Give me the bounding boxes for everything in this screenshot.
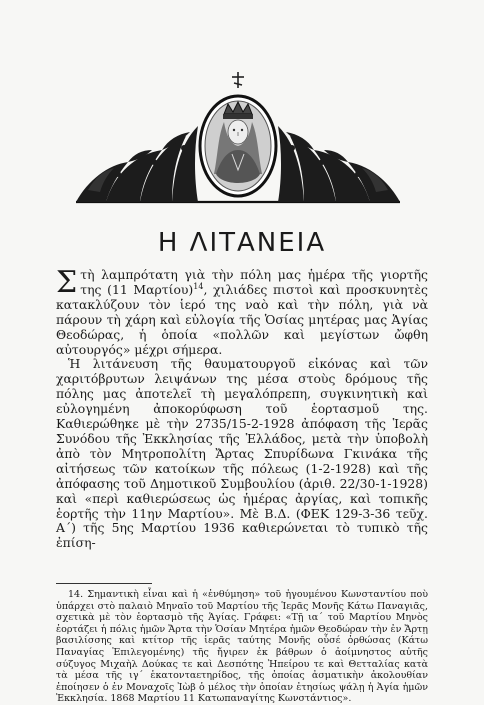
page-title: Η ΛΙΤΑΝΕΙΑ bbox=[157, 228, 327, 258]
foliage-right-icon bbox=[278, 126, 400, 202]
ornament-header-icon bbox=[58, 70, 418, 210]
saint-portrait-icon bbox=[200, 96, 276, 196]
footnote-reference: 14 bbox=[193, 281, 204, 291]
footnote-divider bbox=[56, 583, 152, 584]
paragraph-2: Ἡ λιτάνευση τῆς θαυματουργοῦ εἰκόνας καὶ τῶν χαριτόβρυτων λειψάνων της μέσα στοὺς δρόμους τῆς πόλης μας ἀποτελεῖ τὴ μεγαλόπρεπη, συγκινητικὴ καὶ εὐλογημένη ἀποκορύφωση τοῦ ἑορτασμοῦ της. Καθιερώθηκε μὲ τὴν 2735/15-2-1928 ἀπόφαση τῆς Ἱερᾶς Συνόδου τῆς Ἐκκλησίας τῆς Ἑλλάδος, μετὰ τὴν ὑποβολὴ ἀπὸ τὸν Μητροπολίτη Ἄρτας Σπυρίδωνα Γκινάκα τῆς αἰτήσεως τῶν κατοίκων τῆς πόλεως (1-2-1928) καὶ τῆς ἀπόφασης τοῦ Δημοτικοῦ Συμβουλίου (ἀριθ. 22/30-1-1928) καὶ «περὶ καθιερώσεως ὡς ἡμέρας ἀργίας, καὶ τοπικῆς ἑορτῆς τὴν 11ην Μαρτίου». Μὲ Β.Δ. (ΦΕΚ 129-3-36 τεῦχ. Α΄) τῆς 5ης Μαρτίου 1936 καθιερώνεται τὸ τυπικὸ τῆς ἐπίση- bbox=[56, 356, 428, 551]
main-text bbox=[56, 265, 428, 551]
paragraph-1-text: τὴ λαμπρότατη γιὰ τὴν πόλη μας ἡμέρα τῆς γιορτῆς της (11 Μαρτίου) bbox=[80, 267, 428, 297]
cross-icon bbox=[232, 72, 244, 88]
paragraph-1 bbox=[56, 265, 428, 357]
footnote-text: 14. Σημαντικὴ εἶναι καὶ ἡ «ἐνθύμηση» τοῦ ἡγουμένου Κωνσταντίου ποὺ ὑπάρχει στὸ παλαιὸ Μηναῖο τοῦ Μαρτίου τῆς Ἱερᾶς Μονῆς Κάτω Παναγιᾶς, σχετικὰ μὲ τὸν ἑορτασμὸ τῆς Ἁγίας. Γράφει: «Τῇ ια΄ τοῦ Μαρτίου Μηνὸς ἑορτάζει ἡ πόλις ἡμῶν Ἄρτα τὴν Ὁσίαν Μητέρα ἡμῶν Θεοδώραν τὴν ἐν Ἄρτῃ βασιλίσσης καὶ κτίτορ τῆς ἱερᾶς ταύτης Μονῆς οὗσέ ὀρθώσας (Κάτω Παναγίας Ἐπιλεγομένης) τῆς ἤγιρεν ἐκ βάθρων ὁ ἀοίμνηστος αὐτῆς σύζυγος Μιχαὴλ Δούκας τε καὶ Δεσπότης Ἠπείρου τε καὶ Θετταλίας κατὰ τὰ μέσα τῆς ιγ΄ ἑκατονταετηρίδος, τῆς ὁποίας ἀσματικὴν ἀκολουθίαν ἐποίησεν ὁ ἐν Μοναχοῖς Ἰὼβ ὁ μέλος τὴν ὁποίαν ἐτησίως ψάλῃ ἡ Ἁγία ἡμῶν Ἐκκλησία. 1868 Μαρτίου 11 Κατωπαναγίτης Κωνστάντιος». bbox=[56, 589, 428, 705]
foliage-left-icon bbox=[76, 126, 198, 202]
paragraph-1-text-cont: , χιλιάδες πιστοὶ καὶ προσκυνητὲς κατακλύζουν τὸν ἱερό της ναὸ καὶ τὴν πόλη, γιὰ νὰ πάρουν τὴ χάρη καὶ εὐλογία τῆς Ὁσίας μητέρας μας Ἁγίας Θεοδώρας, ἡ ὁποία «πολλῶν καὶ μεγίστων ὤφθη αὐτουργός» μέχρι σήμερα. bbox=[56, 281, 428, 357]
drop-cap: Σ bbox=[56, 265, 78, 300]
footnote bbox=[56, 589, 428, 705]
